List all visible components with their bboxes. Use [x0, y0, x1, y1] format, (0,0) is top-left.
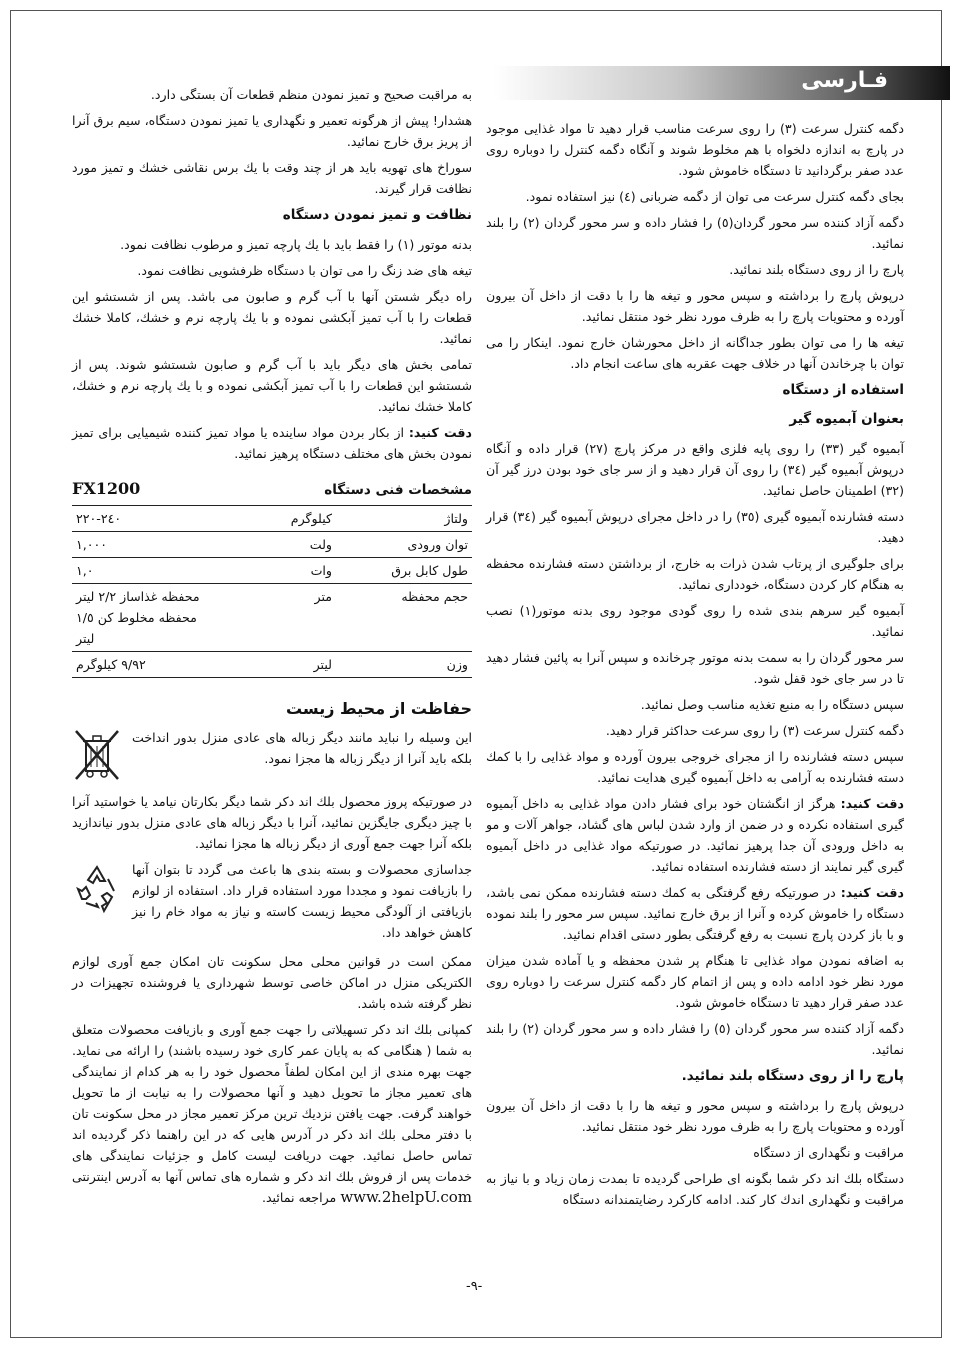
table-row [72, 532, 472, 558]
spec-value: ۱,۰۰۰ [72, 532, 216, 558]
spec-unit: لیتر [216, 652, 336, 678]
paragraph: پارچ را از روی دستگاه بلند نمائید. [729, 262, 904, 277]
spec-name: حجم محفظه [336, 584, 472, 652]
paragraph: دگمه کنترل سرعت (۳) را روی سرعت حداکثر قرار دهید. [605, 723, 904, 738]
spec-unit: ولت [216, 532, 336, 558]
paragraph-text: کمپانی بلك اند دکر تسهیلاتی را جهت جمع آوری و بازیافت محصولات متعلق به شما ( هنگامی که به پایان عمر کاری خود رسیده باشند) را ارائه می نماید. جهت بهره مندی از این امکان لطفاً محصول خود را به هر کدام از نمایندگی های تعمیر مجاز ما تحویل دهید و آنها محصولات را به نیابت از ما تحویل خواهند گرفت. جهت یافتن نزدیك ترین مرکز تعمیر مجاز در محل سکونت تان با دفتر محلی بلك اند دکر در آدرس هایی که در این راهنما ذکر گردیده اند تماس حاصل نمائید. جهت دریافت لیست کامل و جزئیات نمایندگی های خدمات پس از فروش بلك اند دکر و شماره های تماس آنها به آدرس اینترنتی [72, 1022, 472, 1184]
website-link[interactable]: www.2helpU.com [340, 1188, 472, 1206]
spec-name: ولتاژ [336, 506, 472, 532]
paragraph: سر محور گردان را به سمت بدنه موتور چرخانده و سپس آنرا به پائین فشار دهید تا در سر جای خود قفل شود. [486, 650, 904, 686]
table-row [72, 558, 472, 584]
caution-paragraph [486, 793, 904, 877]
paragraph: بدنه موتور (۱) را فقط باید با یك پارچه تمیز و مرطوب نظافت نمود. [120, 237, 472, 252]
caution-label: دقت کنید: [840, 796, 904, 811]
caution-label: دقت کنید: [840, 885, 904, 900]
paragraph: در صورتیکه پروز محصول بلك اند دکر شما دیگر بکارتان نیامد یا خواستید آنرا با چیز دیگری جایگزین نمائید، آنرا با دیگر زباله های عادی منزل بدور نیاندازید بلکه آنرا جهت جمع آوری از دیگر زباله ها مجزا نمائید. [72, 794, 472, 851]
spec-name: توان ورودی [336, 532, 472, 558]
paragraph: سپس دستگاه را به منبع تغذیه مناسب وصل نمائید. [640, 697, 904, 712]
caution-paragraph [486, 882, 904, 945]
paragraph: راه دیگر شستن آنها با آب گرم و صابون می باشد. پس از شستشو این قطعات را با آب تمیز آبکشی نموده و با یك پارچه نرم و خشك، کاملا خشك نمائید. [72, 289, 472, 346]
paragraph: به مراقبت صحیح و تمیز نمودن منظم قطعات آن بستگی دارد. [150, 87, 472, 102]
model-number: FX1200 [72, 479, 141, 498]
spec-unit: کیلوگرم [216, 506, 336, 532]
heading-use: استفاده از دستگاه [782, 382, 904, 398]
paragraph: درپوش پارچ را برداشته و سپس محور و تیغه ها را با دقت از داخل آن بیرون آورده و محتویات پارچ را به ظرف مورد نظر خود منتقل نمائید. [486, 288, 904, 324]
spec-name: طول کابل برق [336, 558, 472, 584]
language-title: فـارسی [801, 68, 888, 93]
paragraph: دسته فشارنده آبمیوه گیری (۳٥) را در داخل مجرای درپوش آبمیوه گیر (۳٤) قرار دهید. [486, 509, 904, 545]
spec-unit: وات [216, 558, 336, 584]
paragraph: آبمیوه گیر سرهم بندی شده را روی گودی موجود روی بدنه موتور(۱) نصب نمائید. [486, 603, 904, 639]
paragraph: هشدار! پیش از هرگونه تعمیر و نگهداری یا تمیز نمودن دستگاه، سیم برق آنرا از پریز برق خارج نمائید. [72, 113, 472, 149]
paragraph: به اضافه نمودن مواد غذایی تا هنگام پر شدن محفظه و یا آماده شدن میزان مورد نظر خود ادامه داده و پس از اتمام کار دگمه کنترل سرعت را دوباره روی عدد صفر قرار دهید تا دستگاه خاموش شود. [486, 953, 904, 1010]
page-number: -۹- [466, 1279, 483, 1294]
paragraph: تمامی بخش های دیگر باید با آب گرم و صابون شستشو شوند. پس از شستشو این قطعات را با آب تمیز آبکشی نموده و با یك پارچه نرم و خشك، کاملا خشك نمائید. [72, 357, 472, 414]
heading-environment: حفاظت از محیط زیست [285, 699, 472, 718]
paragraph: بجای دگمه کنترل سرعت می توان از دگمه ضربانی (٤) نیز استفاده نمود. [525, 189, 904, 204]
table-row [72, 506, 472, 532]
language-banner [494, 66, 950, 100]
paragraph-text: مراجعه نمائید. [261, 1190, 337, 1205]
paragraph: سپس دسته فشارنده را از مجرای خروجی بیرون آورده و مواد غذایی را با کمك دسته فشارنده به آرامی به داخل آبمیوه گیری هدایت نمائید. [486, 749, 904, 785]
paragraph: جداسازی محصولات و بسته بندی ها باعث می گردد تا بتوان آنها را بازیافت نمود و مجددا مورد استفاده قرار داد. استفاده از لوازم بازیافتی از آلودگی محیط زیست کاسته و نیاز به مواد خام را نیز کاهش خواهد داد. [132, 862, 472, 940]
table-row [72, 584, 472, 652]
paragraph: دگمه کنترل سرعت (۳) را روی سرعت مناسب قرار دهید تا مواد غذایی موجود در پارچ به اندازه دلخواه با هم مخلوط شوند و آنگاه دگمه کنترل را دوباره روی عدد صفر برگردانید تا دستگاه خاموش شود. [486, 121, 904, 178]
paragraph: درپوش پارچ را برداشته و سپس محور و تیغه ها را با دقت از داخل آن بیرون آورده و محتویات پارچ را به ظرف مورد نظر خود منتقل نمائید. [486, 1098, 904, 1134]
spec-title: مشخصات فنی دستگاه [324, 482, 472, 498]
spec-value: محفظه غذاساز ۲/۲ لیتر محفظه مخلوط کن ۱/٥ لیتر [72, 584, 216, 652]
spec-value: ۲۲۰-۲٤۰ [72, 506, 216, 532]
table-row [72, 652, 472, 678]
crossed-bin-icon [72, 727, 122, 783]
heading-lift: پارچ را از روی دستگاه بلند نمائید. [681, 1068, 904, 1084]
spec-unit: متر [216, 584, 336, 652]
recycle-block [72, 859, 472, 943]
paragraph: آبمیوه گیر (۳۳) را روی پایه فلزی واقع در مرکز پارچ (۲۷) قرار داده و آنگاه درپوش آبمیوه گیر (۳٤) را روی آن قرار دهید و از سر جای خود بودن درز گیر آن (۳۲) اطمینان حاصل نمائید. [486, 441, 904, 498]
paragraph: تیغه ها را می توان بطور جداگانه از داخل محورشان خارج نمود. اینکار را می توان با چرخاندن آنها در خلاف جهت عقربه های ساعت انجام داد. [486, 335, 904, 371]
paragraph: دستگاه بلك اند دکر شما بگونه ای طراحی گردیده تا بمدت زمان زیاد و با نیاز به مراقبت و نگهداری اندك کار کند. ادامه کارکرد رضایتمندانه دستگاه [486, 1171, 904, 1207]
weee-block [72, 727, 472, 783]
paragraph [72, 1019, 472, 1208]
paragraph: سوراخ های تهویه باید هر از چند وقت با یك برس نقاشی خشك و تمیز مورد نظافت قرار گیرند. [72, 160, 472, 196]
spec-name: وزن [336, 652, 472, 678]
paragraph: دگمه آزاد کننده سر محور گردان (٥) را فشار داده و سر محور گردان (۲) را بلند نمائید. [486, 1021, 904, 1057]
spec-value: ۱,۰ [72, 558, 216, 584]
paragraph: ممکن است در قوانین محلی محل سکونت تان امکان جمع آوری لوازم الکتریکی منزل در اماکن خاصی توسط شهرداری یا فروشنده تجهیزات در نظر گرفته شده باشد. [72, 954, 472, 1011]
heading-cleaning: نظافت و تمیز نمودن دستگاه [282, 207, 472, 223]
spec-header [72, 478, 472, 506]
recycle-icon [72, 859, 122, 915]
paragraph: دگمه آزاد کننده سر محور گردان(٥) را فشار داده و سر محور گردان (۲) را بلند نمائید. [486, 215, 904, 251]
caution-text: هرگز از انگشتان خود برای فشار دادن مواد غذایی به داخل آبمیوه گیری استفاده نکرده و در ضمن از وارد شدن لباس های گشاد، جواهر آلات و مو به داخل ورودی آن جدا پرهیز نمائید. در صورتیکه مواد غذایی در داخل آبمیوه گیری گیر نمایند از دسته فشارنده استفاده نمائید. [486, 796, 904, 874]
heading-juicer: بعنوان آبمیوه گیر [789, 411, 904, 427]
caution-text: از بکار بردن مواد ساینده یا مواد تمیز کننده شیمیایی برای تمیز نمودن بخش های مختلف دستگاه پرهیز نمائید. [72, 425, 472, 461]
caution-text: در صورتیکه رفع گرفتگی به کمك دسته فشارنده ممکن نمی باشد، دستگاه را خاموش کرده و آنرا از برق خارج نمائید. سپس سر محور را بلند نموده و با باز کردن پارچ نسبت به رفع گرفتگی بطور دستی اقدام نمائید. [486, 885, 904, 942]
paragraph: مراقبت و نگهداری از دستگاه [753, 1145, 904, 1160]
caution-paragraph [72, 422, 472, 464]
spec-value: ۹/۹۲ کیلوگرم [72, 652, 216, 678]
caution-label: دقت کنید: [408, 425, 472, 440]
paragraph: برای جلوگیری از پرتاب شدن ذرات به خارج، از برداشتن دسته فشارنده محفظه به هنگام کار کردن دستگاه، خودداری نمائید. [486, 556, 904, 592]
paragraph: این وسیله را نباید مانند دیگر زباله های عادی منزل بدور انداخت بلکه باید آنرا از دیگر زباله ها مجزا نمود. [132, 730, 472, 766]
right-column [486, 118, 904, 1215]
left-column [72, 84, 472, 1213]
spec-table [72, 506, 472, 678]
paragraph: تیغه های ضد زنگ را می توان با دستگاه ظرفشویی نظافت نمود. [137, 263, 472, 278]
